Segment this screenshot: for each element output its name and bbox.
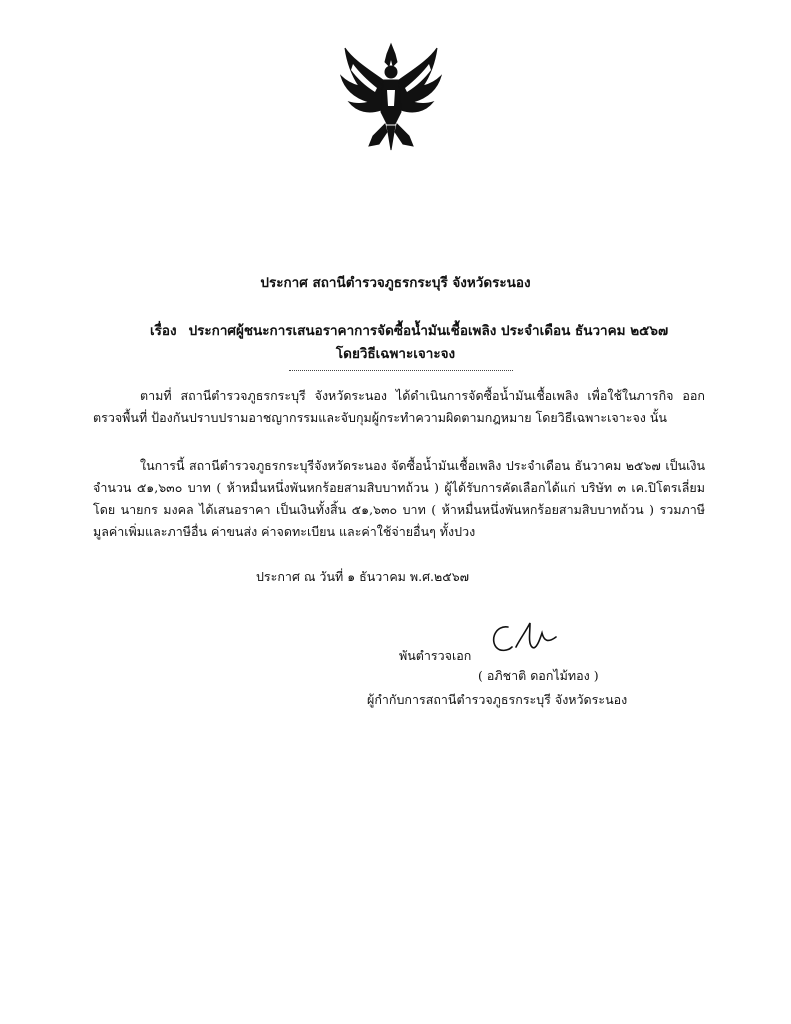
handwritten-signature bbox=[486, 617, 566, 661]
announcement-title: ประกาศ สถานีตำรวจภูธรกระบุรี จังหวัดระนอง bbox=[260, 275, 531, 291]
procurement-method: โดยวิธีเฉพาะเจาะจง bbox=[335, 346, 456, 362]
paragraph-award: ในการนี้ สถานีตำรวจภูธรกระบุรีจังหวัดระนอง จัดซื้อน้ำมันเชื้อเพลิง ประจำเดือน ธันวาคม ๒๕๖๗ เป็นเงินจำนวน ๕๑,๖๓๐ บาท ( ห้าหมื่นหนึ่งพันหกร้อยสามสิบบาทถ้วน ) ผู้ได้รับการคัดเลือกได้แก่ บริษัท ๓ เค.ปิโตรเลี่ยม โดย นายกร มงคล ได้เสนอราคา เป็นเงินทั้งสิ้น ๕๑,๖๓๐ บาท ( ห้าหมื่นหนึ่งพันหกร้อยสามสิบบาทถ้วน ) รวมภาษีมูลค่าเพิ่มและภาษีอื่น ค่าขนส่ง ค่าจดทะเบียน และค่าใช้จ่ายอื่นๆ ทั้งปวง bbox=[93, 458, 705, 539]
paragraph-background: ตามที่ สถานีตำรวจภูธรกระบุรี จังหวัดระนอง ได้ดำเนินการจัดซื้อน้ำมันเชื้อเพลิง เพื่อใช้ในภารกิจ ออกตรวจพื้นที่ ป้องกันปราบปรามอาชญากรรมและจับกุมผู้กระทำความผิดตามกฎหมาย โดยวิธีเฉพาะเจาะจง นั้น bbox=[93, 388, 705, 425]
subject-label: เรื่อง bbox=[150, 323, 177, 339]
signer-rank: พันตำรวจเอก bbox=[399, 648, 472, 663]
announcement-date: ประกาศ ณ วันที่ ๑ ธันวาคม พ.ศ.๒๕๖๗ bbox=[256, 569, 470, 584]
garuda-emblem bbox=[339, 40, 443, 152]
dotted-separator bbox=[289, 370, 513, 371]
signer-position: ผู้กำกับการสถานีตำรวจภูธรกระบุรี จังหวัดระนอง bbox=[367, 692, 628, 707]
subject-line bbox=[150, 319, 750, 341]
signer-name: ( อภิชาติ ดอกไม้ทอง ) bbox=[478, 668, 599, 683]
subject-text: ประกาศผู้ชนะการเสนอราคาการจัดซื้อน้ำมันเชื้อเพลิง ประจำเดือน ธันวาคม ๒๕๖๗ bbox=[188, 323, 669, 339]
